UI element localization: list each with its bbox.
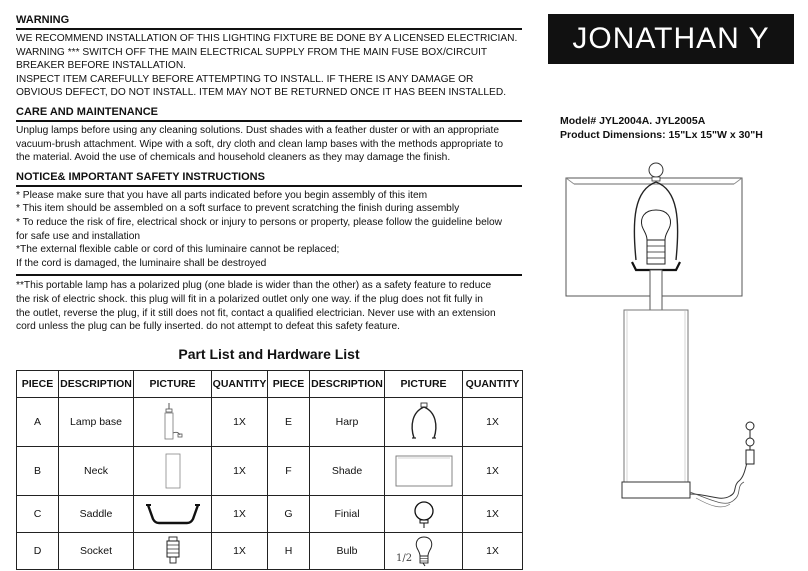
picture-cell [134, 446, 212, 495]
warning-section [16, 14, 522, 100]
picture-cell [134, 532, 212, 569]
description-cell: Finial [310, 495, 385, 532]
table-header-row [17, 370, 523, 397]
finial-icon [412, 499, 436, 529]
plug-text [16, 279, 522, 333]
picture-cell [134, 495, 212, 532]
piece-cell: H [268, 532, 310, 569]
plug-line: **This portable lamp has a polarized plug (one blade is wider than the other) as a safety feature to reduce [16, 280, 492, 292]
notice-section [16, 171, 522, 334]
warning-line: WE RECOMMEND INSTALLATION OF THIS LIGHTING FIXTURE BE DONE BY A LICENSED ELECTRICIAN. [16, 33, 518, 44]
column-header: DESCRIPTION [59, 370, 134, 397]
model-number: Model# JYL2004A. JYL2005A [560, 115, 706, 127]
plug-line: the risk of electric shock. this plug will fit in a polarized outlet only one way. if the plug does not fit fully in [16, 293, 483, 305]
notice-heading: NOTICE& IMPORTANT SAFETY INSTRUCTIONS [16, 171, 522, 187]
parts-list-title: Part List and Hardware List [178, 345, 360, 362]
notice-line: * To reduce the risk of fire, electrical shock or injury to persons or property, please follow the guideline below [16, 216, 503, 228]
notice-line: If the cord is damaged, the luminaire shall be destroyed [16, 257, 267, 269]
column-header: PIECE [268, 370, 310, 397]
picture-cell [134, 397, 212, 446]
description-cell: Harp [310, 397, 385, 446]
description-cell: Shade [310, 446, 385, 495]
warning-line: WARNING *** SWITCH OFF THE MAIN ELECTRICAL SUPPLY FROM THE MAIN FUSE BOX/CIRCUIT [16, 46, 488, 58]
description-cell: Lamp base [59, 397, 134, 446]
column-header: QUANTITY [463, 370, 523, 397]
parts-table [16, 370, 523, 570]
column-header: QUANTITY [212, 370, 268, 397]
care-line: Unplug lamps before using any cleaning solutions. Dust shades with a feather duster or with an appropriate [16, 124, 500, 136]
column-header: PIECE [17, 370, 59, 397]
lamp-illustration [560, 160, 780, 540]
brand-logo: JONATHAN Y [548, 14, 794, 64]
harp-icon [406, 402, 442, 442]
notice-text [16, 189, 522, 271]
quantity-cell: 1X [463, 532, 523, 569]
lamp-base-icon [158, 401, 188, 443]
table-row [17, 446, 523, 495]
saddle-icon [145, 501, 201, 527]
warning-line: BREAKER BEFORE INSTALLATION. [16, 60, 187, 72]
notice-line: for safe use and installation [16, 230, 141, 242]
warning-line: OBVIOUS DEFECT, DO NOT INSTALL. ITEM MAY NOT BE RETURNED ONCE IT HAS BEEN INSTALLED. [16, 87, 507, 99]
plug-line: cord unless the plug can be fully inserted. do not attempt to defeat this safety feature. [16, 321, 400, 333]
neck-icon [163, 452, 183, 490]
quantity-cell: 1X [212, 495, 268, 532]
shade-icon [394, 453, 454, 489]
piece-cell: D [17, 532, 59, 569]
description-cell: Saddle [59, 495, 134, 532]
page-number: 1/2 [396, 553, 413, 564]
model-info [560, 114, 763, 142]
divider [16, 274, 522, 276]
warning-line: INSPECT ITEM CAREFULLY BEFORE ATTEMPTING TO INSTALL. IF THERE IS ANY DAMAGE OR [16, 73, 474, 85]
piece-cell: E [268, 397, 310, 446]
quantity-cell: 1X [212, 532, 268, 569]
care-line: the material. Avoid the use of chemicals and household cleaners as they may damage the finish. [16, 152, 451, 164]
piece-cell: F [268, 446, 310, 495]
piece-cell: G [268, 495, 310, 532]
quantity-cell: 1X [212, 446, 268, 495]
notice-line: * Please make sure that you have all parts indicated before you begin assembly of this item [16, 189, 428, 201]
description-cell: Bulb [310, 532, 385, 569]
column-header: DESCRIPTION [310, 370, 385, 397]
quantity-cell: 1X [463, 397, 523, 446]
picture-cell [385, 397, 463, 446]
warning-heading: WARNING [16, 14, 522, 30]
description-cell: Socket [59, 532, 134, 569]
care-text [16, 124, 522, 165]
notice-line: * This item should be assembled on a soft surface to prevent scratching the finish during assembly [16, 203, 460, 215]
care-section [16, 106, 522, 165]
care-heading: CARE AND MAINTENANCE [16, 106, 522, 122]
piece-cell: A [17, 397, 59, 446]
table-row [17, 397, 523, 446]
table-row [17, 495, 523, 532]
table-row [17, 532, 523, 569]
care-line: vacuum-brush attachment. Wipe with a soft, dry cloth and clean lamp bases with the methods appropriate to [16, 138, 503, 150]
warning-text [16, 32, 522, 100]
quantity-cell: 1X [212, 397, 268, 446]
notice-line: *The external flexible cable or cord of this luminaire cannot be replaced; [16, 244, 340, 256]
bulb-icon [413, 535, 435, 567]
description-cell: Neck [59, 446, 134, 495]
product-dimensions: Product Dimensions: 15"Lx 15"W x 30"H [560, 129, 763, 141]
picture-cell [385, 495, 463, 532]
plug-line: the outlet, reverse the plug, if it still does not fit, contact a qualified electrician. Never use with an extension [16, 307, 496, 319]
quantity-cell: 1X [463, 495, 523, 532]
column-header: PICTURE [385, 370, 463, 397]
column-header: PICTURE [134, 370, 212, 397]
instructions-column [16, 14, 522, 570]
piece-cell: B [17, 446, 59, 495]
socket-icon [163, 536, 183, 566]
quantity-cell: 1X [463, 446, 523, 495]
picture-cell [385, 446, 463, 495]
piece-cell: C [17, 495, 59, 532]
